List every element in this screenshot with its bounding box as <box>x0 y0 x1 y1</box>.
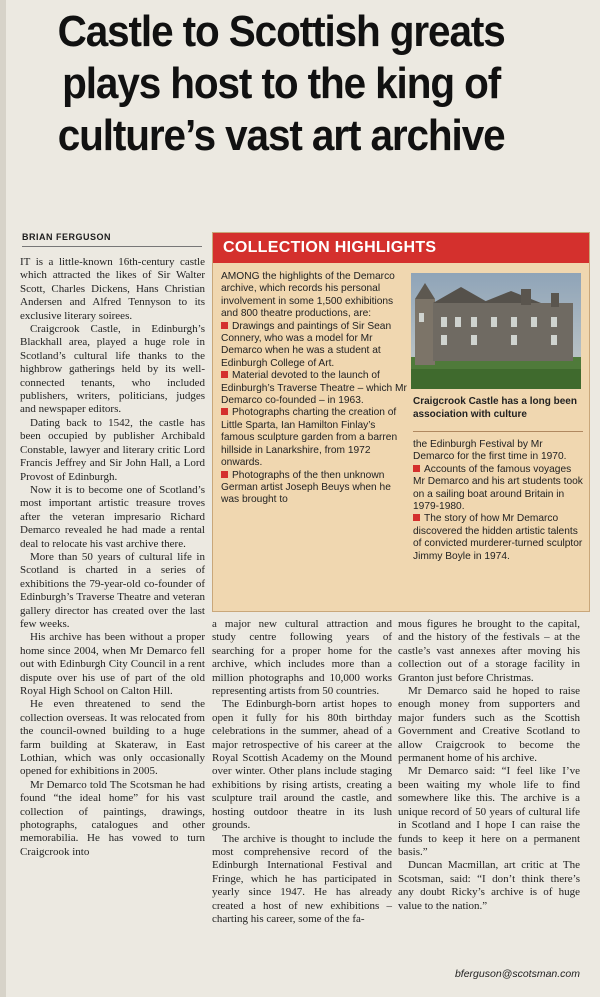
castle-photo <box>411 273 581 389</box>
box-item-continuation: the Edinburgh Festival by Mr Demarco for the first time in 1970. <box>413 439 567 463</box>
box-item <box>413 513 583 563</box>
author-email: bferguson@scotsman.com <box>454 968 580 980</box>
paragraph: Duncan Macmillan, art critic at The Scotsman, said: “I don’t think there’s any doubt Ricky’s archive is of huge value to the nation.” <box>398 859 580 912</box>
paragraph: More than 50 years of cultural life in Scotland is charted in a series of exhibitions the 79-year-old co-founder of Edinburgh’s Traverse Theatre and veteran gallery director has created over the last few weeks. <box>20 550 205 630</box>
box-right-column <box>413 439 583 563</box>
paragraph: Dating back to 1542, the castle has been occupied by publisher Archibald Constable, lawyer and literary critic Lord Francis Jeffrey and Sir John Hall, a Lord Provost of Edinburgh. <box>20 416 205 483</box>
paragraph: He even threatened to send the collection overseas. It was relocated from the council-owned building to a huge farm building at Skateraw, in East Lothian, which was only occasionally opened for exhibitions in 2005. <box>20 698 205 778</box>
article-column-1 <box>20 256 205 976</box>
bullet-square-icon <box>221 408 228 415</box>
photo-caption: Craigcrook Castle has a long been association with culture <box>413 396 577 420</box>
article-column-3 <box>398 618 580 958</box>
collection-highlights-box <box>212 232 590 612</box>
page-edge-shadow <box>0 0 6 997</box>
headline-line: plays host to the king of <box>62 59 501 108</box>
box-item <box>221 321 407 371</box>
box-item <box>221 370 407 407</box>
box-item-text: Material devoted to the launch of Edinburgh’s Traverse Theatre – which Mr Demarco co-founded – in 1963. <box>221 370 407 407</box>
box-item-text: Accounts of the famous voyages Mr Demarco and his art students took on a sailing boat around Britain in 1979-1980. <box>413 463 583 513</box>
bullet-square-icon <box>221 322 228 329</box>
byline-rule <box>22 246 202 247</box>
box-item-text: The story of how Mr Demarco discovered the hidden artistic talents of convicted murderer-turned sculptor Jimmy Boyle in 1974. <box>413 513 583 562</box>
paragraph: Mr Demarco told The Scotsman he had found “the ideal home” for his vast collection of paintings, drawings, photographs, catalogues and other memorabilia. He has vowed to turn Craigcrook into <box>20 778 205 858</box>
box-item <box>413 464 583 514</box>
paragraph: mous figures he brought to the capital, and the history of the festivals – at the castle’s vast annexes after moving his collection out of a storage facility in Granton just before Christmas. <box>398 618 580 684</box>
paragraph: His archive has been without a proper home since 2004, when Mr Demarco fell out with Edinburgh City Council in a rent dispute over his use of part of the old Royal High School on Calton Hill. <box>20 631 205 697</box>
box-item <box>221 470 407 507</box>
box-title: COLLECTION HIGHLIGHTS <box>213 233 589 263</box>
article-column-2 <box>212 618 392 958</box>
headline-line: Castle to Scottish greats <box>57 7 505 56</box>
paragraph: Mr Demarco said he hoped to raise enough money from supporters and major funders such as the Scottish Government and Creative Scotland to allow Craigcrook to become the permanent home of his archive. <box>398 685 580 765</box>
paragraph: The archive is thought to include the most comprehensive record of the Edinburgh International Festival and Fringe, which he has participated in yearly since 1947. He has already created a host of new exhibitions – charting his career, some of the fa- <box>212 832 392 925</box>
paragraph: IT is a little-known 16th-century castle which attracted the likes of Sir Walter Scott, Charles Dickens, Hans Christian Andersen and Alfred Tennyson to its exclusive literary soirees. <box>20 256 205 322</box>
headline-line: culture’s vast art archive <box>57 111 505 160</box>
paragraph: Craigcrook Castle, in Edinburgh’s Blackhall area, played a huge role in Scotland’s cultural life thanks to the highbrow gatherings held by its well-connected tenants, who included publishers, writers, politicians, judges and newspaper editors. <box>20 323 205 416</box>
castle-photo-illustration <box>411 273 581 389</box>
bullet-square-icon <box>221 471 228 478</box>
box-intro: AMONG the highlights of the Demarco archive, which records his personal involvement in some 1,500 exhibitions and 800 theatre productions, are: <box>221 271 395 320</box>
paragraph: Now it is to become one of Scotland’s most important artistic treasure troves after the veteran impresario Richard Demarco revealed he had made a rental deal to relocate his vast archive there. <box>20 483 205 550</box>
box-item <box>221 407 407 469</box>
caption-rule <box>413 431 583 432</box>
box-item-text: Drawings and paintings of Sir Sean Connery, who was a model for Mr Demarco when he was a student at Edinburgh College of Art. <box>221 320 392 369</box>
bullet-square-icon <box>413 514 420 521</box>
paragraph: Mr Demarco said: “I feel like I’ve been waiting my whole life to find somewhere like this. The archive is a unique record of 50 years of cultural life in Scotland and I hope I can raise the funds to keep it here on a permanent basis.” <box>398 765 580 858</box>
headline <box>18 6 544 162</box>
box-left-column <box>221 271 407 507</box>
paragraph: a major new cultural attraction and study centre following years of searching for a proper home for the archive, which includes more than a million photographs and 10,000 works representing artists from 50 countries. <box>212 618 392 698</box>
byline: BRIAN FERGUSON <box>22 232 112 242</box>
bullet-square-icon <box>413 465 420 472</box>
paragraph: The Edinburgh-born artist hopes to open it fully for his 80th birthday celebrations in the summer, ahead of a major retrospective of his career at the Royal Scottish Academy on the Mound over winter. Other plans include staging exhibitions by rising artists, creating a sculpture trail around the castle, and hosting outdoor theatre in its lush grounds. <box>212 698 392 832</box>
bullet-square-icon <box>221 371 228 378</box>
box-item-text: Photographs charting the creation of Little Sparta, Ian Hamilton Finlay’s famous sculpture garden from a barren hillside in Lanarkshire, from 1972 onwards. <box>221 407 398 469</box>
box-item-text: Photographs of the then unknown German artist Joseph Beuys when he was brought to <box>221 469 391 506</box>
